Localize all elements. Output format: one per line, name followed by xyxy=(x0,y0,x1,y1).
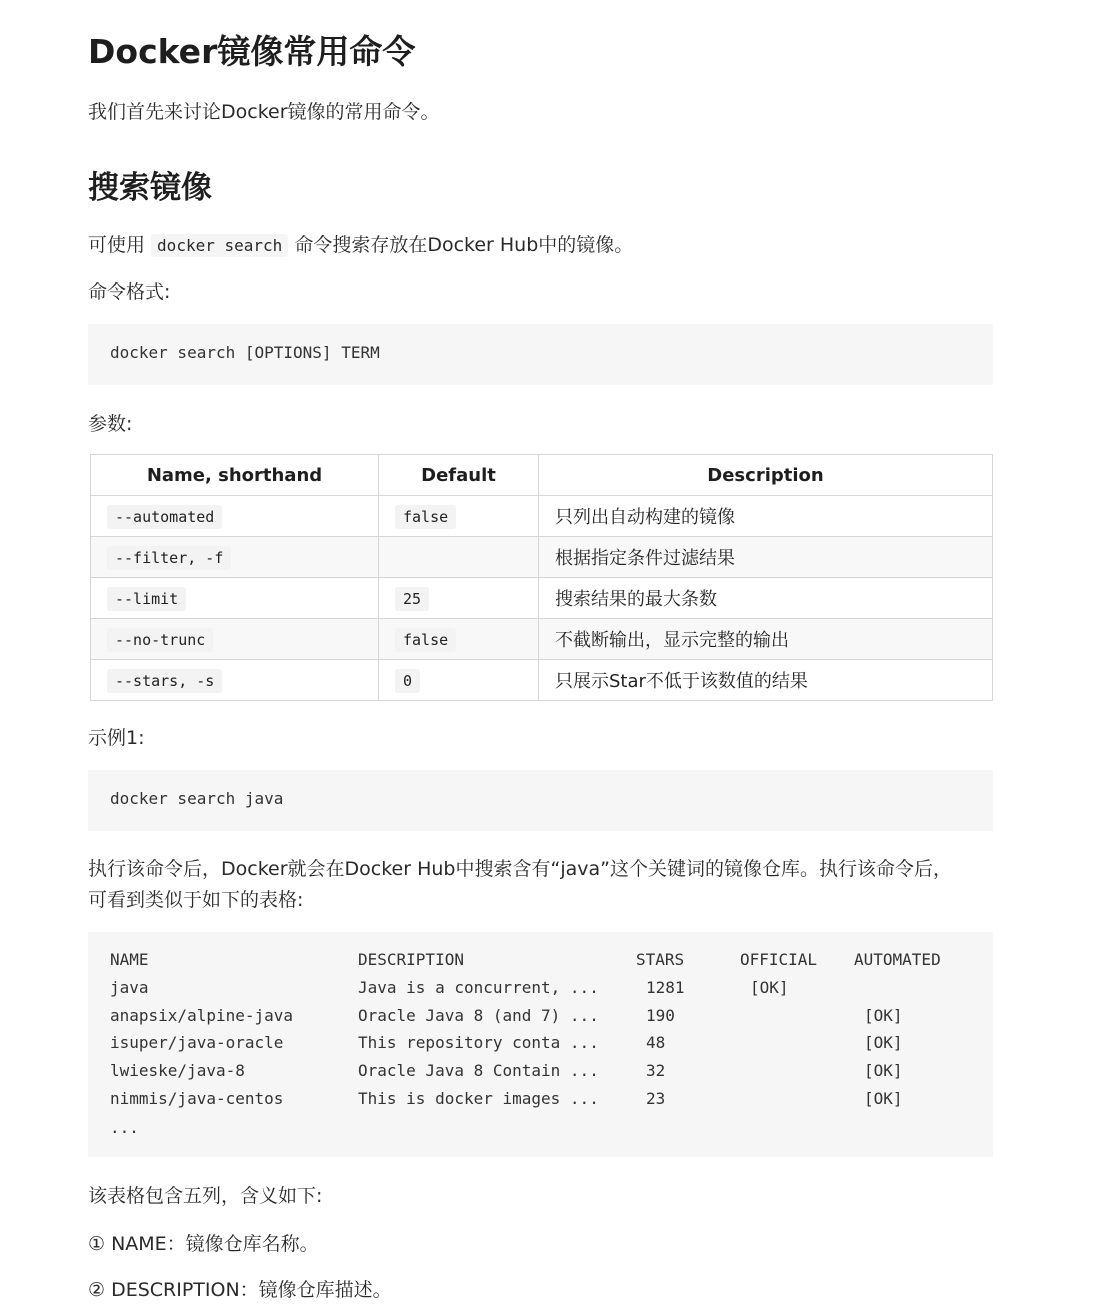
output-ellipsis: ... xyxy=(110,1118,139,1137)
param-name-cell xyxy=(91,619,379,660)
output-row-automated: [OK] xyxy=(864,1006,903,1025)
param-default-cell xyxy=(379,619,539,660)
output-row-desc: This repository conta ... xyxy=(358,1033,599,1052)
output-header-name: NAME xyxy=(110,950,149,969)
params-table xyxy=(90,454,993,701)
table-row xyxy=(91,537,993,578)
output-row-name: isuper/java-oracle xyxy=(110,1033,284,1052)
param-name-cell xyxy=(91,660,379,701)
param-default-cell xyxy=(379,537,539,578)
output-row-stars: 23 xyxy=(646,1089,666,1108)
output-code-block xyxy=(88,932,993,1157)
section-title: 搜索镜像 xyxy=(88,170,212,206)
output-row-stars: 190 xyxy=(646,1006,675,1025)
output-row-desc: Oracle Java 8 Contain ... xyxy=(358,1061,599,1080)
usage-text-before: 可使用 xyxy=(88,234,152,256)
example-code-block xyxy=(88,770,993,831)
inline-code-docker-search: docker search xyxy=(151,234,288,257)
format-label: 命令格式: xyxy=(88,281,171,303)
param-desc: 只展示Star不低于该数值的结果 xyxy=(539,660,993,701)
table-row xyxy=(91,660,993,701)
output-row-desc: Java is a concurrent, ... xyxy=(358,978,599,997)
param-desc: 搜索结果的最大条数 xyxy=(539,578,993,619)
output-row-automated: [OK] xyxy=(864,1061,903,1080)
format-code-block xyxy=(88,324,993,385)
param-name-cell xyxy=(91,578,379,619)
example-code-line: docker search java xyxy=(110,789,284,808)
output-row-name: java xyxy=(110,978,149,997)
params-label: 参数: xyxy=(88,413,133,435)
output-row-name: lwieske/java-8 xyxy=(110,1061,245,1080)
param-default: false xyxy=(395,628,456,652)
output-row-name: nimmis/java-centos xyxy=(110,1089,284,1108)
param-name-cell xyxy=(91,496,379,537)
table-row xyxy=(91,496,993,537)
output-row-name: anapsix/alpine-java xyxy=(110,1006,294,1025)
usage-paragraph xyxy=(88,229,633,262)
param-default-cell xyxy=(379,496,539,537)
header-default: Default xyxy=(379,455,539,496)
output-row-stars: 48 xyxy=(646,1033,666,1052)
format-code-line: docker search [OPTIONS] TERM xyxy=(110,343,380,362)
column-item: ② DESCRIPTION：镜像仓库描述。 xyxy=(88,1279,392,1301)
header-description: Description xyxy=(539,455,993,496)
output-row-stars: 32 xyxy=(646,1061,666,1080)
param-name: --stars, -s xyxy=(107,669,222,693)
columns-intro: 该表格包含五列，含义如下: xyxy=(88,1185,323,1207)
explain-line-2: 可看到类似于如下的表格: xyxy=(88,889,304,911)
output-header-official: OFFICIAL xyxy=(740,950,818,969)
output-row-automated: [OK] xyxy=(864,1033,903,1052)
usage-text-after: 命令搜索存放在Docker Hub中的镜像。 xyxy=(288,234,634,256)
explain-line-1: 执行该命令后，Docker就会在Docker Hub中搜索含有“java”这个关键词的镜像仓库。执行该命令后， xyxy=(88,858,952,880)
param-default: false xyxy=(395,505,456,529)
output-header-description: DESCRIPTION xyxy=(358,950,464,969)
example-label: 示例1: xyxy=(88,727,145,749)
table-row xyxy=(91,578,993,619)
output-row-desc: Oracle Java 8 (and 7) ... xyxy=(358,1006,599,1025)
param-desc: 根据指定条件过滤结果 xyxy=(539,537,993,578)
param-default-cell xyxy=(379,660,539,701)
param-desc: 只列出自动构建的镜像 xyxy=(539,496,993,537)
output-row-official: [OK] xyxy=(750,978,789,997)
table-row xyxy=(91,619,993,660)
output-row-stars: 1281 xyxy=(646,978,685,997)
output-row-automated: [OK] xyxy=(864,1089,903,1108)
output-header-automated: AUTOMATED xyxy=(854,950,941,969)
param-name: --automated xyxy=(107,505,222,529)
param-name: --no-trunc xyxy=(107,628,213,652)
param-name: --filter, -f xyxy=(107,546,231,570)
column-item: ① NAME：镜像仓库名称。 xyxy=(88,1233,319,1255)
params-header-row xyxy=(91,455,993,496)
param-default: 0 xyxy=(395,669,420,693)
param-default-cell xyxy=(379,578,539,619)
param-desc: 不截断输出，显示完整的输出 xyxy=(539,619,993,660)
output-row-desc: This is docker images ... xyxy=(358,1089,599,1108)
param-name: --limit xyxy=(107,587,186,611)
header-name-shorthand: Name, shorthand xyxy=(91,455,379,496)
intro-paragraph: 我们首先来讨论Docker镜像的常用命令。 xyxy=(88,101,440,123)
param-name-cell xyxy=(91,537,379,578)
output-header-stars: STARS xyxy=(636,950,685,969)
page-title: Docker镜像常用命令 xyxy=(88,32,416,71)
param-default: 25 xyxy=(395,587,429,611)
